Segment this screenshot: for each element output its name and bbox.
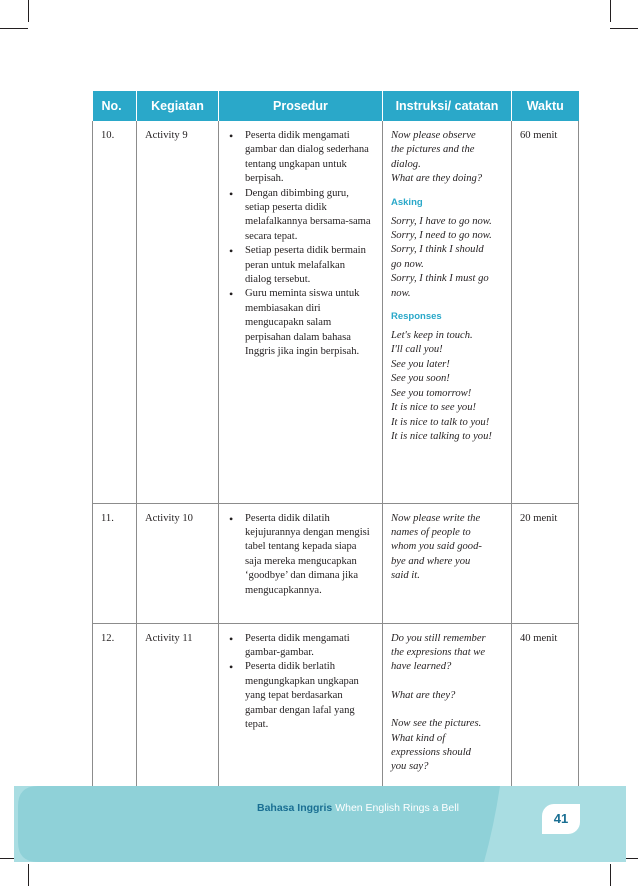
instruction-line: said it. <box>391 570 420 582</box>
response-line: See you soon! <box>391 373 450 385</box>
table-row <box>93 503 579 623</box>
row-procedure <box>219 503 383 623</box>
crop-mark <box>610 864 611 886</box>
crop-mark <box>0 28 28 29</box>
crop-mark <box>28 0 29 22</box>
book-subtitle: When English Rings a Bell <box>335 802 459 814</box>
instruction-line: names of people to <box>391 526 471 538</box>
header-no: No. <box>93 91 137 121</box>
header-waktu: Waktu <box>512 91 579 121</box>
footer-band <box>14 786 626 862</box>
instruction-line: What are they? <box>391 689 456 701</box>
asking-line: Sorry, I need to go now. <box>391 230 492 242</box>
row-number: 11. <box>93 503 137 623</box>
instruction-line: whom you said good- <box>391 541 482 553</box>
asking-label: Asking <box>391 196 423 208</box>
response-line: See you later! <box>391 358 450 370</box>
instruction-line: expressions should <box>391 746 471 758</box>
list-item: • Peserta didik dilatih kejujurannya dengan mengisi tabel tentang kepada siapa saja mereka mengucapkan ‘goodbye’ dan dimana jika mengucapkannya. <box>227 512 374 598</box>
asking-line: now. <box>391 287 411 299</box>
header-kegiatan: Kegiatan <box>137 91 219 121</box>
book-title: Bahasa Inggris <box>257 802 333 814</box>
instruction-line: have learned? <box>391 661 452 673</box>
instruction-line: Now please observe <box>391 130 476 141</box>
instruction-line: Do you still remember <box>391 632 486 644</box>
instruction-line: Now see the pictures. <box>391 718 482 730</box>
row-time: 60 menit <box>512 121 579 503</box>
row-activity: Activity 10 <box>137 503 219 623</box>
instruction-line: What kind of <box>391 732 446 744</box>
list-item: • Peserta didik mengamati gambar dan dialog sederhana tentang ungkapan untuk berpisah. <box>227 129 374 187</box>
instruction-line: What are they doing? <box>391 173 483 185</box>
responses-label: Responses <box>391 311 442 323</box>
row-instruction <box>383 503 512 623</box>
instruction-line: you say? <box>391 761 429 773</box>
row-number: 12. <box>93 623 137 797</box>
asking-line: Sorry, I think I must go <box>391 273 489 285</box>
response-line: See you tomorrow! <box>391 387 472 399</box>
response-line: I'll call you! <box>391 344 443 356</box>
asking-line: Sorry, I think I should <box>391 244 484 256</box>
table-row <box>93 121 579 503</box>
response-line: It is nice talking to you! <box>391 430 492 442</box>
footer-running-title <box>257 802 459 814</box>
lesson-activity-table <box>92 91 579 798</box>
instruction-line: dialog. <box>391 158 421 170</box>
header-instruksi: Instruksi/ catatan <box>383 91 512 121</box>
crop-mark <box>610 28 638 29</box>
response-line: It is nice to see you! <box>391 402 477 414</box>
row-procedure <box>219 121 383 503</box>
row-procedure <box>219 623 383 797</box>
header-prosedur: Prosedur <box>219 91 383 121</box>
row-time: 40 menit <box>512 623 579 797</box>
instruction-line: the pictures and the <box>391 144 475 156</box>
list-item: • Peserta didik mengamati gambar-gambar. <box>227 632 374 661</box>
asking-line: go now. <box>391 258 424 270</box>
instruction-line: bye and where you <box>391 555 471 567</box>
list-item: • Peserta didik berlatih mengungkapkan ungkapan yang tepat berdasarkan gambar dengan lafal yang tepat. <box>227 660 374 732</box>
asking-line: Sorry, I have to go now. <box>391 215 492 227</box>
list-item: • Dengan dibimbing guru, setiap peserta didik melafalkannya bersama-sama secara tepat. <box>227 187 374 245</box>
footer-band-dark <box>18 786 500 862</box>
row-number: 10. <box>93 121 137 503</box>
response-line: Let's keep in touch. <box>391 330 473 342</box>
instruction-line: the expresions that we <box>391 646 486 658</box>
row-activity: Activity 11 <box>137 623 219 797</box>
row-activity: Activity 9 <box>137 121 219 503</box>
row-instruction <box>383 121 512 503</box>
list-item: • Guru meminta siswa untuk membiasakan diri mengucapakn salam perpisahan dalam bahasa Inggris jika ingin berpisah. <box>227 287 374 359</box>
row-time: 20 menit <box>512 503 579 623</box>
crop-mark <box>610 0 611 22</box>
list-item: • Setiap peserta didik bermain peran untuk melafalkan dialog tersebut. <box>227 244 374 287</box>
table-row <box>93 623 579 797</box>
crop-mark <box>28 864 29 886</box>
row-instruction <box>383 623 512 797</box>
response-line: It is nice to talk to you! <box>391 416 490 428</box>
table-header-row <box>93 91 579 121</box>
page-number: 41 <box>542 804 580 834</box>
instruction-line: Now please write the <box>391 512 481 524</box>
